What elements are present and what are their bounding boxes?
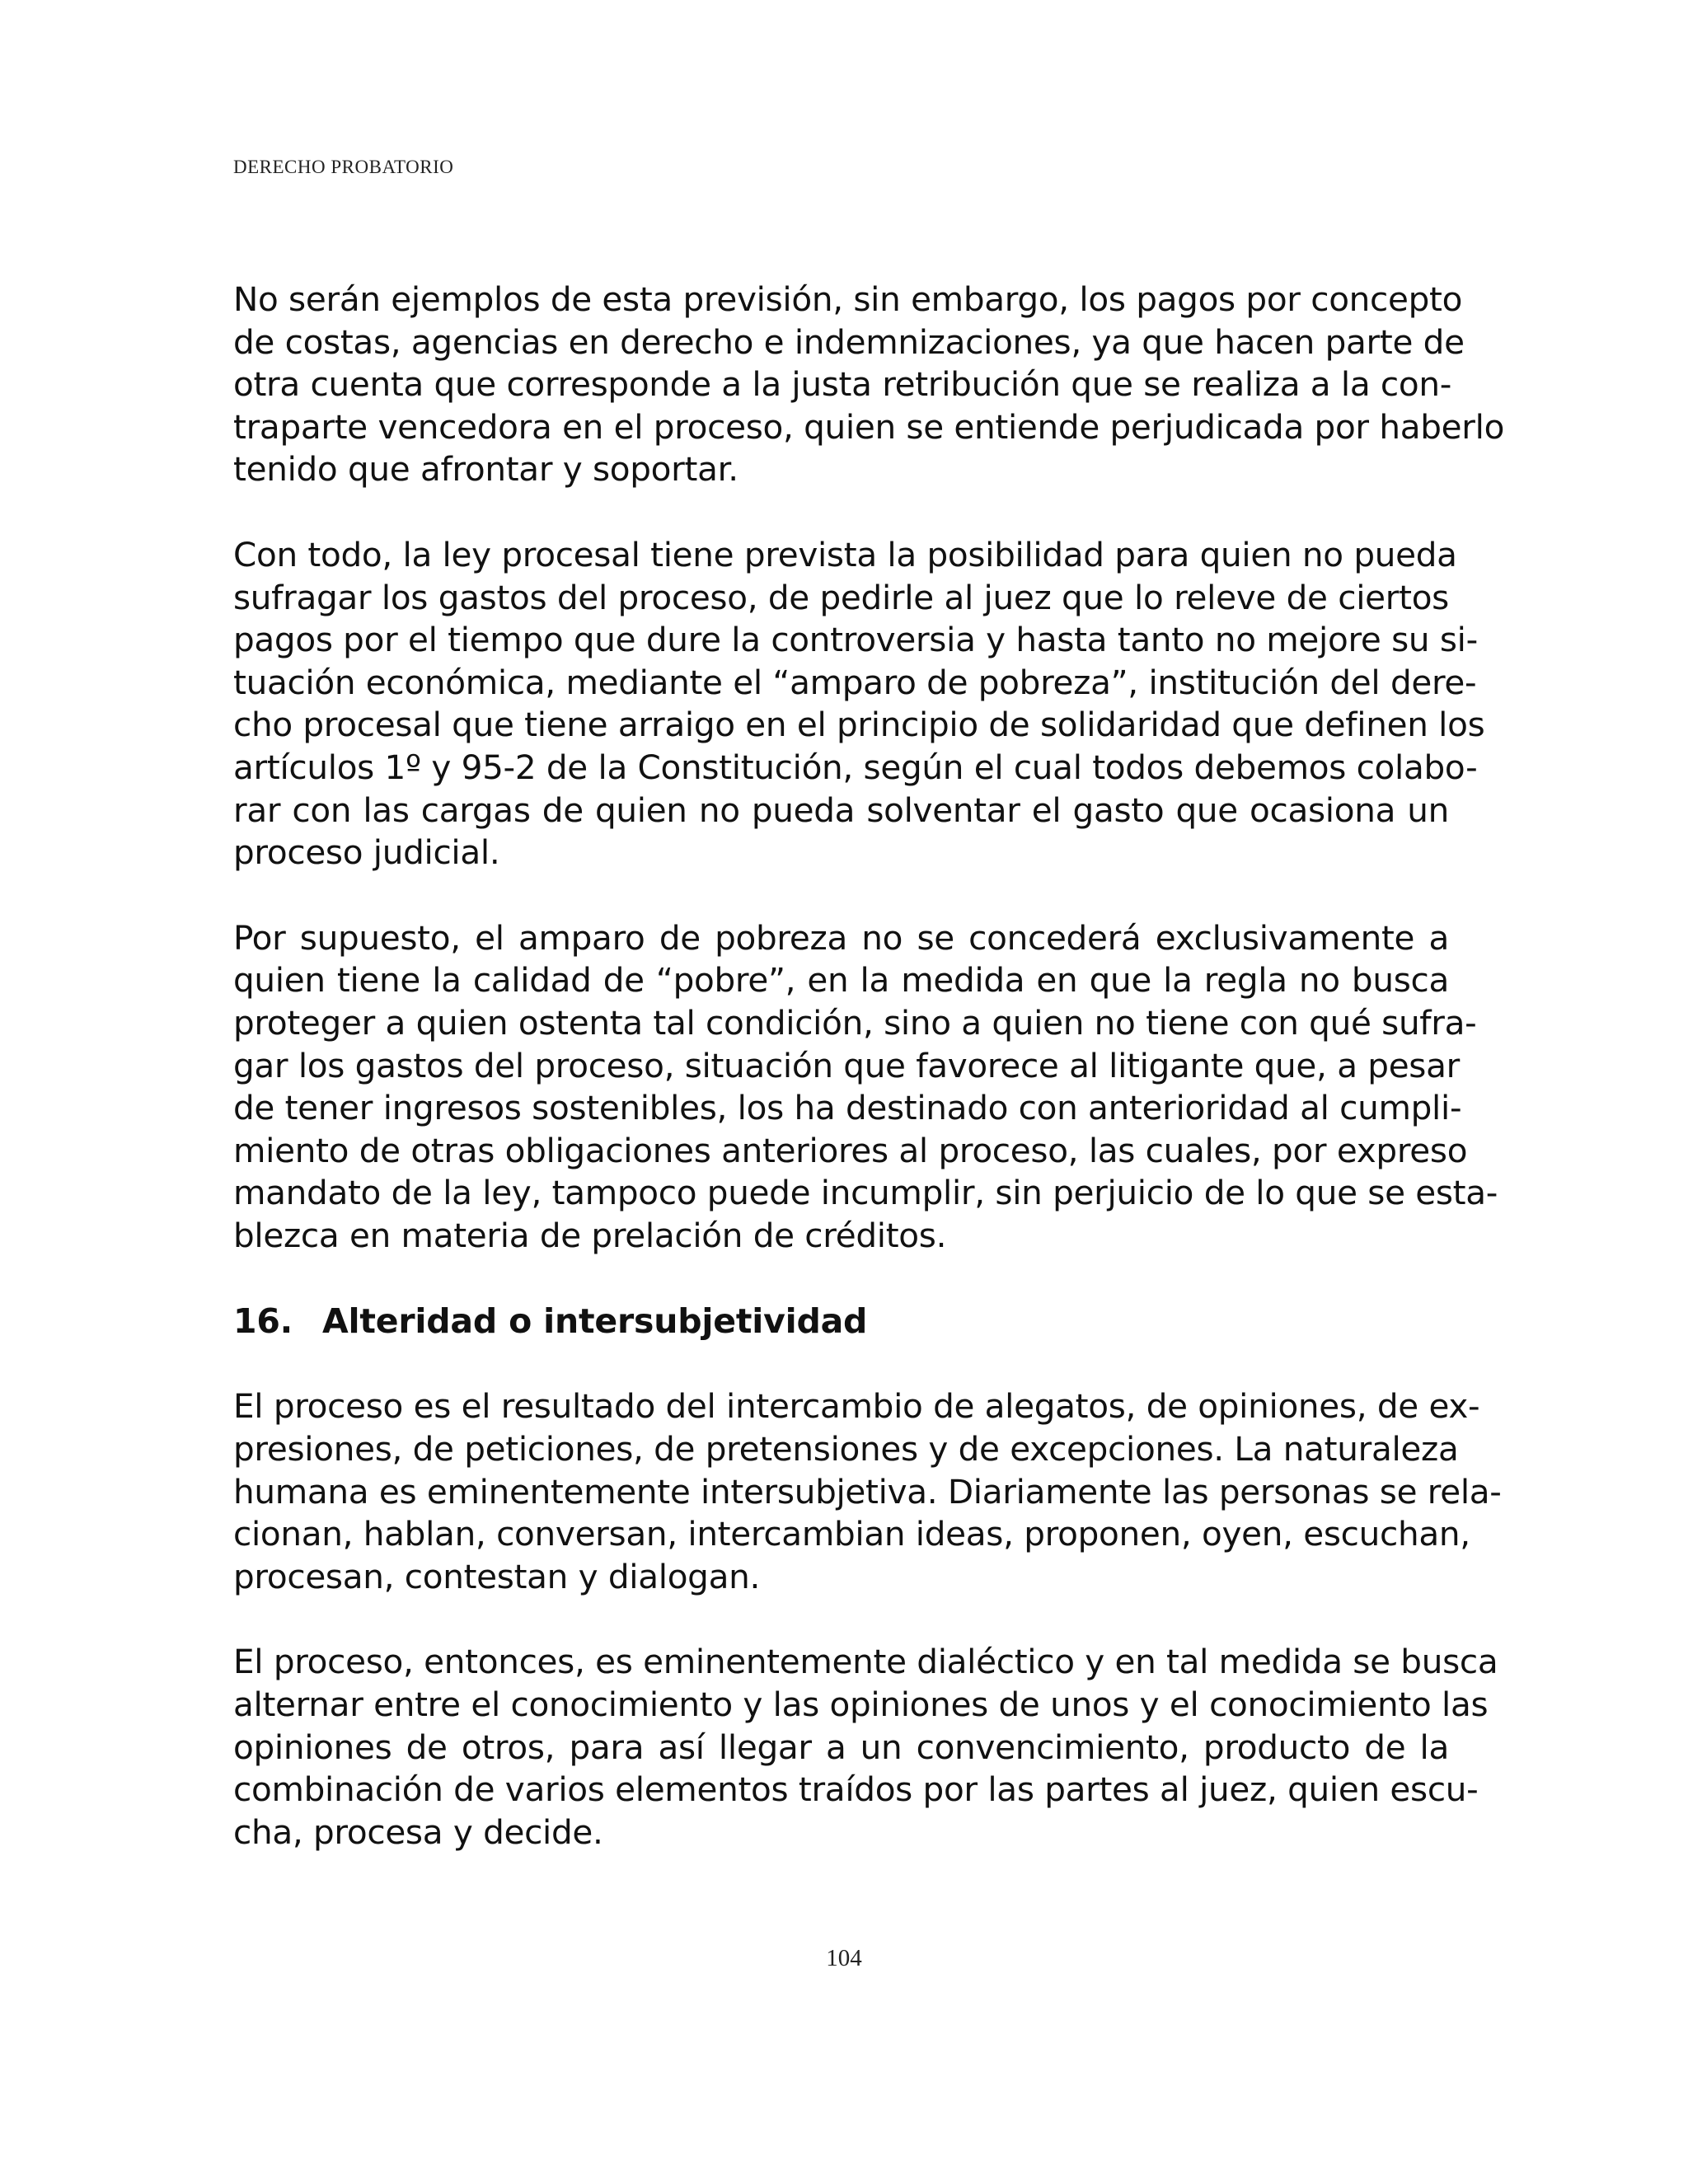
paragraph <box>233 534 1485 874</box>
paragraph <box>233 1641 1498 1854</box>
text-line: No serán ejemplos de esta previsión, sin embargo, los pagos por concepto <box>233 279 1463 319</box>
text-line: tuación económica, mediante el “amparo de pobreza”, institución del dere- <box>233 662 1477 702</box>
text-line: quien tiene la calidad de “pobre”, en la medida en que la regla no busca <box>233 960 1449 1001</box>
text-line: mandato de la ley, tampoco puede incumplir, sin perjuicio de lo que se esta- <box>233 1173 1498 1213</box>
text-line: proceso judicial. <box>233 832 500 873</box>
text-line: opiniones de otros, para así llegar a un convencimiento, producto de la <box>233 1727 1449 1767</box>
text-line: pagos por el tiempo que dure la controversia y hasta tanto no mejore su si- <box>233 620 1478 660</box>
paragraph <box>233 917 1498 1258</box>
text-line: cho procesal que tiene arraigo en el principio de solidaridad que definen los <box>233 705 1485 745</box>
section-number: 16. <box>233 1301 293 1342</box>
text-line: de costas, agencias en derecho e indemnizaciones, ya que hacen parte de <box>233 321 1465 362</box>
paragraph <box>233 1385 1502 1598</box>
section-heading <box>233 1300 1449 1343</box>
running-header: DERECHO PROBATORIO <box>233 157 454 177</box>
section-title: Alteridad o intersubjetividad <box>322 1301 868 1342</box>
text-line: presiones, de peticiones, de pretensiones y de excepciones. La naturaleza <box>233 1429 1459 1469</box>
text-line: Por supuesto, el amparo de pobreza no se concederá exclusivamente a <box>233 917 1449 958</box>
text-line: Con todo, la ley procesal tiene prevista la posibilidad para quien no pueda <box>233 534 1457 574</box>
text-line: sufragar los gastos del proceso, de pedirle al juez que lo releve de ciertos <box>233 577 1449 617</box>
text-line: otra cuenta que corresponde a la justa retribución que se realiza a la con- <box>233 364 1452 405</box>
text-line: artículos 1º y 95-2 de la Constitución, según el cual todos debemos colabo- <box>233 747 1478 787</box>
text-line: miento de otras obligaciones anteriores al proceso, las cuales, por expreso <box>233 1130 1468 1170</box>
text-line: combinación de varios elementos traídos por las partes al juez, quien escu- <box>233 1769 1479 1810</box>
text-line: humana es eminentemente intersubjetiva. Diariamente las personas se rela- <box>233 1471 1502 1511</box>
text-line: rar con las cargas de quien no pueda solventar el gasto que ocasiona un <box>233 790 1449 830</box>
text-line: El proceso, entonces, es eminentemente dialéctico y en tal medida se busca <box>233 1642 1498 1682</box>
text-line: proteger a quien ostenta tal condición, sino a quien no tiene con qué sufra- <box>233 1002 1477 1043</box>
text-line: tenido que afrontar y soportar. <box>233 449 738 490</box>
page-number: 104 <box>826 1945 862 1971</box>
text-line: cionan, hablan, conversan, intercambian ideas, proponen, oyen, escuchan, <box>233 1514 1470 1554</box>
text-line: alternar entre el conocimiento y las opiniones de unos y el conocimiento las <box>233 1685 1489 1725</box>
text-line: gar los gastos del proceso, situación que favorece al litigante que, a pesar <box>233 1045 1460 1085</box>
text-line: El proceso es el resultado del intercambio de alegatos, de opiniones, de ex- <box>233 1386 1480 1427</box>
body-text <box>233 279 1505 1854</box>
text-line: procesan, contestan y dialogan. <box>233 1556 761 1596</box>
paragraph <box>233 279 1505 491</box>
text-line: traparte vencedora en el proceso, quien se entiende perjudicada por haberlo <box>233 406 1505 447</box>
text-line: blezca en materia de prelación de créditos. <box>233 1215 947 1255</box>
text-line: cha, procesa y decide. <box>233 1811 603 1852</box>
text-line: de tener ingresos sostenibles, los ha destinado con anterioridad al cumpli- <box>233 1088 1462 1128</box>
